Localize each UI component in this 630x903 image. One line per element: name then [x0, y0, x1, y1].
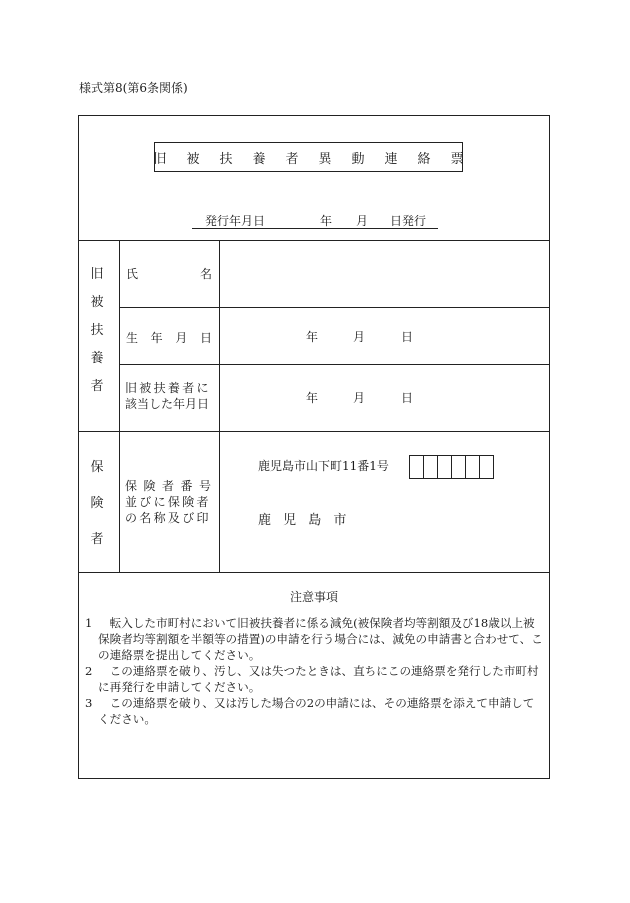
former-dependent-char: 扶: [90, 323, 104, 338]
insurer-label-line3: の名称及び印: [125, 511, 211, 525]
insurer-number-digit-box[interactable]: [465, 455, 480, 479]
insurer-number-boxes[interactable]: [410, 455, 494, 479]
insurer-number-digit-box[interactable]: [451, 455, 466, 479]
form-title-text: 旧被扶養者異動連絡票: [153, 151, 484, 167]
form-number: 様式第8(第6条関係): [79, 81, 188, 95]
insurer-number-name-label: [125, 478, 218, 526]
note-number: 2: [85, 664, 93, 678]
former-dependent-section-label: [87, 268, 107, 393]
issue-day-label: 日発行: [390, 214, 427, 228]
insurer-name: 鹿 児 島 市: [258, 513, 351, 528]
former-dependent-char: 養: [90, 351, 104, 366]
insurer-number-digit-box[interactable]: [409, 455, 424, 479]
notes-title: 注意事項: [289, 590, 338, 604]
issue-year-label: 年: [320, 214, 333, 228]
applicable-date-field[interactable]: [220, 364, 549, 430]
insurer-section-label: [87, 461, 107, 546]
note-item: [85, 695, 545, 727]
insurer-address: 鹿児島市山下町11番1号: [258, 459, 389, 473]
birth-date-field[interactable]: [220, 307, 549, 363]
issue-date-line: [192, 212, 438, 229]
form-title: [153, 142, 484, 172]
issue-month-label: 月: [356, 214, 369, 228]
applicable-date-label-line1: 旧被扶養者に: [125, 381, 211, 395]
former-dependent-char: 旧: [90, 267, 104, 282]
note-text: この連絡票を破り、汚し、又は失つたときは、直ちにこの連絡票を発行した市町村に再発行を申請してください。: [98, 664, 539, 694]
insurer-number-digit-box[interactable]: [423, 455, 438, 479]
insurer-number-digit-box[interactable]: [479, 455, 494, 479]
insurer-label-line2: 並びに保険者: [125, 495, 211, 509]
notes-list: [85, 615, 545, 727]
note-text: 転入した市町村において旧被扶養者に係る減免(被保険者均等割額及び18歳以上被保険者均等割額を半額等の措置)の申請を行う場合には、減免の申請書と合わせて、この連絡票を提出してください。: [98, 616, 543, 662]
note-number: 3: [85, 696, 93, 710]
applicable-day-label: 日: [401, 391, 414, 405]
applicable-date-label: [125, 380, 215, 412]
note-item: [85, 663, 545, 695]
insurer-char: 険: [90, 496, 104, 511]
issue-date-label: 発行年月日: [205, 214, 266, 228]
applicable-date-label-line2: 該当した年月日: [125, 397, 210, 411]
name-label: 氏 名: [126, 267, 212, 281]
applicable-month-label: 月: [353, 391, 366, 405]
note-text: この連絡票を破り、又は汚した場合の2の申請には、その連絡票を添えて申請してください。: [98, 696, 535, 726]
insurer-number-digit-box[interactable]: [437, 455, 452, 479]
applicable-year-label: 年: [306, 391, 319, 405]
former-dependent-char: 被: [90, 295, 104, 310]
note-item: [85, 615, 545, 663]
insurer-char: 保: [90, 460, 104, 475]
birth-day-label: 日: [401, 330, 414, 344]
birth-month-label: 月: [353, 330, 366, 344]
insurer-label-line1: 保険者番号: [125, 479, 218, 493]
birth-date-label: 生 年 月 日: [126, 331, 212, 345]
former-dependent-char: 者: [90, 379, 104, 394]
name-field[interactable]: [220, 241, 549, 306]
note-number: 1: [85, 616, 93, 630]
insurer-char: 者: [90, 532, 104, 547]
birth-year-label: 年: [306, 330, 319, 344]
